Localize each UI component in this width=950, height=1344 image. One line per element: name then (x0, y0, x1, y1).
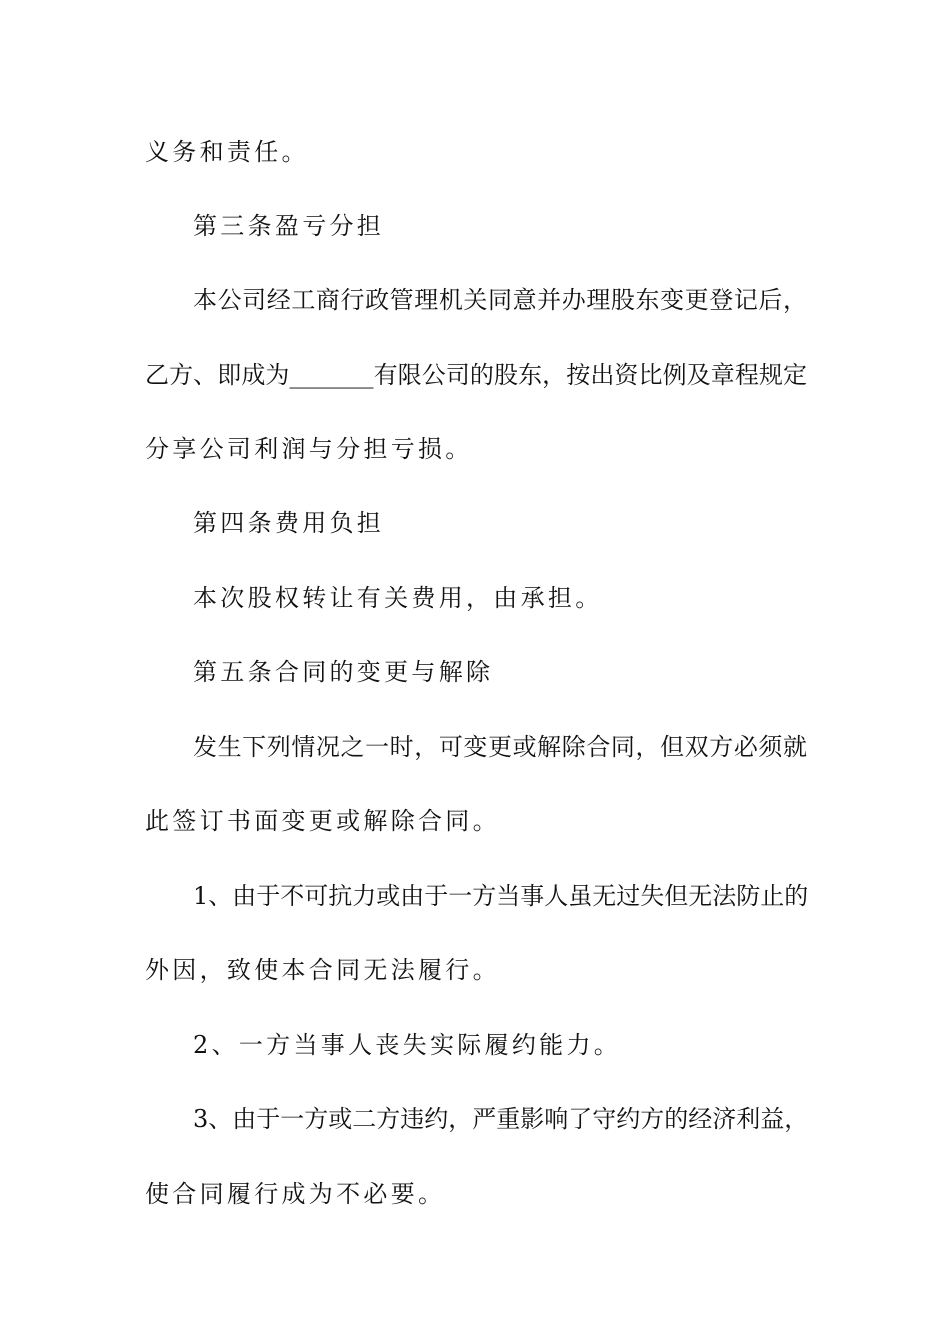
paragraph-line: 发生下列情况之一时，可变更或解除合同，但双方必须就 (193, 733, 807, 761)
paragraph-line: 本公司经工商行政管理机关同意并办理股东变更登记后， (193, 286, 807, 314)
paragraph-line: 义务和责任。 (145, 138, 309, 166)
article-heading: 第四条费用负担 (193, 509, 385, 537)
paragraph-line: 此签订书面变更或解除合同。 (145, 807, 500, 835)
paragraph-line: 分享公司利润与分担亏损。 (145, 435, 473, 463)
paragraph-line: 使合同履行成为不必要。 (145, 1180, 446, 1208)
list-item: 3、由于一方或二方违约，严重影响了守约方的经济利益， (193, 1105, 809, 1133)
paragraph-line: 乙方、即成为_______有限公司的股东，按出资比例及章程规定 (145, 361, 807, 389)
list-item: 2、一方当事人丧失实际履约能力。 (193, 1031, 622, 1059)
paragraph-line: 本次股权转让有关费用，由承担。 (193, 584, 603, 612)
paragraph-line: 外因，致使本合同无法履行。 (145, 956, 500, 984)
article-heading: 第三条盈亏分担 (193, 212, 385, 240)
list-item: 1、由于不可抗力或由于一方当事人虽无过失但无法防止的 (193, 882, 809, 910)
article-heading: 第五条合同的变更与解除 (193, 658, 494, 686)
